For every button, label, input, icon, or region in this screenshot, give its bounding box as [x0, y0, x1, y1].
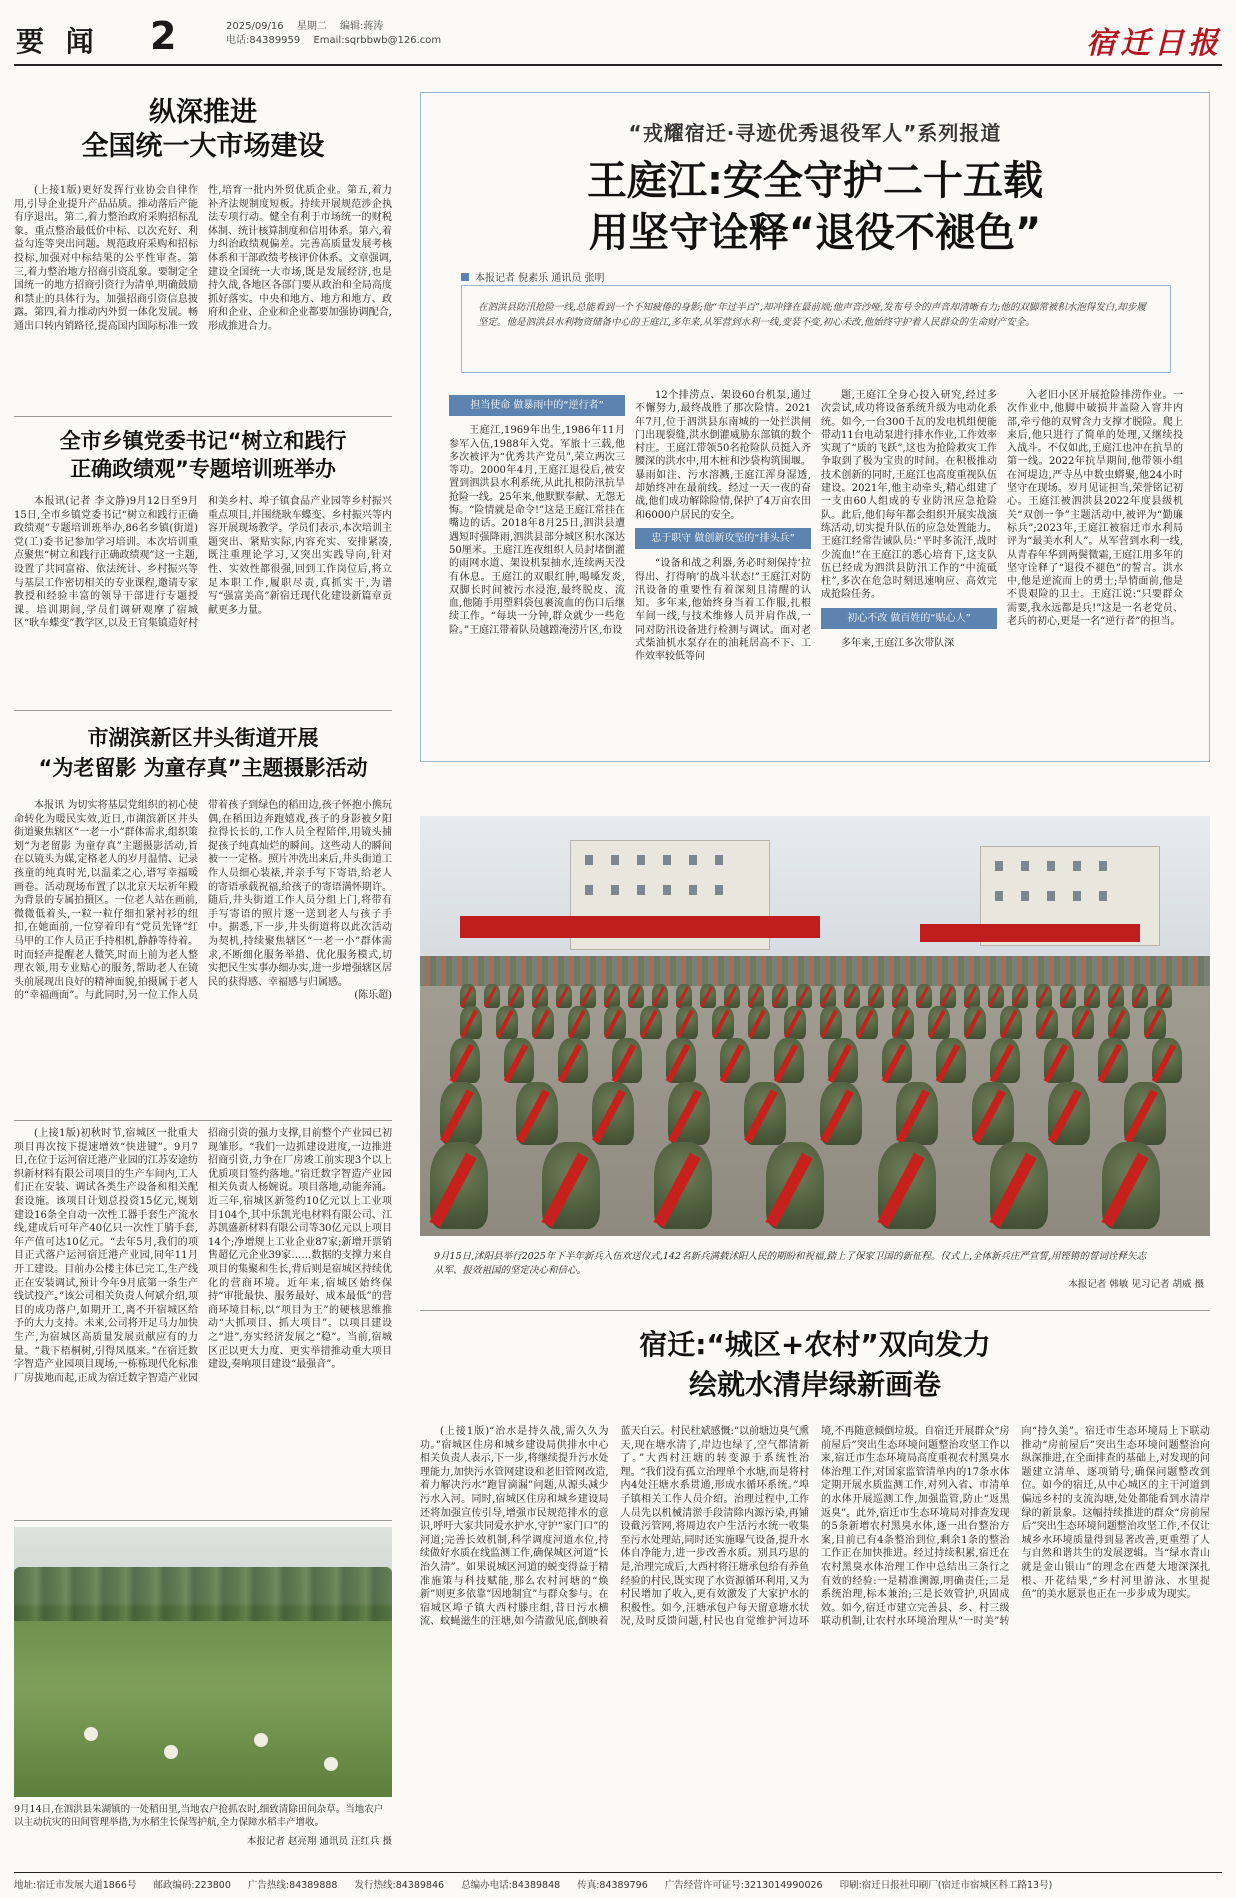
red-sash: [990, 1153, 1037, 1228]
red-sash: [892, 1010, 910, 1038]
paragraph: 入老旧小区开展抢险排涝作业。一次作业中,他脚中破损井盖险入窨井内部,牵亏他的双臂含力支撑才脱险。爬上来后,他只进行了简单的处理,又继续投入战斗。不仅如此,王庭江也冲在抗旱的第一线。2022年抗旱期间,他带领小组在河堤边,严寺丛中数虫蟒聚,他24小时坚守在现场。岁月见证担当,荣誉铭记初心。王庭江被泗洪县2022年度县级机关“双创一争”主题活动中,被评为“勤廉标兵”;2023年,王庭江被宿迁市水利局评为“最美水利人”。从军营到水利一线,从青春年华到两鬓微霜,王庭江用多年的坚守诠释了“退役不褪色”的誓言。洪水中,他是逆流而上的勇士;旱情面前,他是不畏艰险的卫士。王庭江说:“只要群众需要,我永远都是兵!”这是一名老党员、老兵的初心,更是一名“逆行者”的担当。: [1007, 390, 1183, 628]
red-sash: [640, 1010, 658, 1038]
recruit-figure: [508, 984, 524, 1008]
recruit-figure: [676, 984, 692, 1008]
red-sash: [1098, 1043, 1122, 1082]
red-sash: [940, 987, 953, 1008]
recruit-figure: [1102, 1142, 1160, 1229]
red-sash: [720, 1043, 744, 1082]
article-photography: [14, 710, 392, 1099]
red-sash: [504, 1043, 528, 1082]
recruit-figure: [766, 1142, 824, 1229]
rice-field-photo-block: [14, 1520, 392, 1860]
photo-caption: 9月15日,沭阳县举行2025年下半年新兵入伍欢送仪式,142名新兵满载沭阳人民的期盼和祝福,踏上了保家卫国的新征程。仪式上,全体新兵庄严宣誓,用铿锵的誓词诠释矢志从军、报效祖国的坚定决心和信心。: [434, 1251, 1147, 1276]
red-sash: [878, 1153, 925, 1228]
red-sash: [916, 987, 929, 1008]
red-sash: [1124, 1090, 1158, 1144]
photo-caption: 9月14日,在泗洪县朱湖镇的一处稻田里,当地农户抢抓农时,细致清除田间杂草。当地农户以主动抗灾的田间管理举措,为水稻生长保驾护航,全力保障水稻丰产增收。: [14, 1804, 384, 1828]
recruit-figure: [928, 1006, 950, 1039]
red-sash: [556, 987, 569, 1008]
red-sash: [1132, 987, 1145, 1008]
paragraph: 本报讯(记者 李文静)9月12日至9月15日,全市乡镇党委书记“树立和践行正确政绩观”专题培训班举办,86名乡镇(街道)党(工)委书记参加学习培训。本次培训重点聚焦“树立和践行正确政绩观”这一主题,设置了共同富裕、依法统计、乡村振兴等与基层工作密切相关的专业课程,邀请专家教授和经验丰富的领导干部进行专题授课。培训期间,学员们调研观摩了宿城区“耿车蝶变”教学区,以及王官集镇造好村和美乡村、埠子镇食品产业园等乡村振兴重点项目,并围绕耿车蝶变、乡村振兴等内容开展现场教学。学员们表示,本次培训主题突出、紧贴实际,内容充实、安排紧凑,既注重理论学习,又突出实践导向,针对性、实效性都很强,回到工作岗位后,将立足本职工作,履职尽责,真抓实干,为谱写“强富美高”新宿迁现代化建设新篇章贡献更多力量。: [14, 496, 392, 630]
red-sash: [896, 1090, 930, 1144]
red-sash: [1152, 1043, 1176, 1082]
red-sash: [820, 987, 833, 1008]
feature-column: [821, 389, 997, 745]
red-sash: [450, 1043, 474, 1082]
red-sash: [460, 987, 473, 1008]
footer-editor-phone: 总编办电话:84389848: [461, 1880, 561, 1891]
red-sash: [748, 1010, 766, 1038]
red-sash: [1036, 1010, 1054, 1038]
recruit-figure: [820, 1006, 842, 1039]
red-sash: [772, 987, 785, 1008]
footer-distribution-phone: 发行热线:84389846: [354, 1880, 445, 1891]
red-sash: [1084, 987, 1097, 1008]
red-sash: [484, 987, 497, 1008]
red-sash: [766, 1153, 813, 1228]
red-banner: [920, 924, 1140, 942]
red-sash: [882, 1043, 906, 1082]
red-sash: [744, 1090, 778, 1144]
footer-fax: 传真:84389796: [577, 1880, 648, 1891]
paragraph: 多年来,王庭江多次带队深: [841, 638, 955, 650]
red-sash: [654, 1153, 701, 1228]
article-projects: [14, 1120, 392, 1513]
recruit-figure: [460, 984, 476, 1008]
recruit-figure: [1098, 1038, 1128, 1083]
recruit-figure: [1156, 984, 1172, 1008]
recruit-figure: [990, 1142, 1048, 1229]
red-sash: [496, 1010, 514, 1038]
article-training-body: [14, 495, 392, 675]
red-sash: [532, 1010, 550, 1038]
recruit-figure: [1144, 1006, 1166, 1039]
recruit-figure: [532, 984, 548, 1008]
recruit-figure: [940, 984, 956, 1008]
photo-credit: 本报记者 赵亮翔 通讯员 汪红兵 摄: [246, 1836, 392, 1847]
red-sash: [532, 987, 545, 1008]
recruit-figure: [484, 984, 500, 1008]
article-training: [14, 416, 392, 675]
red-sash: [1036, 987, 1049, 1008]
red-sash: [1048, 1090, 1082, 1144]
recruit-figure: [1048, 1082, 1090, 1145]
recruit-figure: [892, 984, 908, 1008]
issue-date: 2025/09/16: [226, 21, 284, 32]
headline-line: 全市乡镇党委书记“树立和践行: [59, 429, 347, 453]
farmer-figure: [84, 1727, 98, 1741]
recruit-figure: [666, 1038, 696, 1083]
red-sash: [1072, 1010, 1090, 1038]
recruit-figure: [784, 1006, 806, 1039]
recruit-figure: [450, 1038, 480, 1083]
recruit-figure: [820, 984, 836, 1008]
recruit-figure: [1044, 1038, 1074, 1083]
paragraph: 12个排涝点、架设60台机泵,通过不懈努力,最终战胜了那次险情。2021年7月,位于泗洪县东南城的一处拦洪闸门出现裂缝,洪水倒灌威胁东部镇的数个村庄。王庭江带领50名抢险队员挺入齐腰深的洪水中,用木桩和沙袋构筑围堰。暴雨如注、污水溶溅,王庭江浑身湿透,却始终冲在最前线。经过一天一夜的奋战,他们成功解除险情,保护了4万亩农田和6000户居民的安全。: [635, 390, 811, 521]
recruit-figure: [748, 984, 764, 1008]
paragraph: 题,王庭江全身心投入研究,经过多次尝试,成功将设备系统升级为电动化系统。如今,一台300千瓦的发电机组便能带动11台电动泵进行排水作业,工作效率实现了“质的飞跃”,这也为抢险救灾工作争取到了极为宝贵的时间。在积极推动技术创新的同时,王庭江也高度重视队伍建设。2021年,他主动牵头,精心组建了一支由60人组成的专业防汛应急抢险队。此后,他们每年都会组织开展实战演练活动,切实提升队伍的应急处置能力。王庭江经常告诫队员:“平时多流汗,战时少流血!”在王庭江的悉心培育下,这支队伍已经成为泗洪县防汛工作的“中流砥柱”,多次在危急时刻迅速响应、高效完成抢险任务。: [821, 390, 997, 601]
headline-line: 王庭江:安全守护二十五载: [587, 158, 1043, 204]
red-sash: [1144, 1010, 1162, 1038]
headline-line: 市湖滨新区井头街道开展: [87, 726, 319, 750]
recruit-figure: [796, 984, 812, 1008]
article-training-title: [14, 427, 392, 483]
recruit-figure: [640, 1006, 662, 1039]
article-market-body: [14, 184, 392, 402]
red-sash: [652, 987, 665, 1008]
recruit-figure: [1084, 984, 1100, 1008]
recruit-figure: [556, 984, 572, 1008]
recruit-figure: [460, 1006, 482, 1039]
red-sash: [1108, 987, 1121, 1008]
recruit-figure: [988, 984, 1004, 1008]
red-sash: [892, 987, 905, 1008]
recruit-figure: [542, 1142, 600, 1229]
page-number: 2: [150, 14, 177, 58]
red-sash: [1156, 987, 1169, 1008]
article-credit: (陈乐超): [354, 990, 392, 1002]
recruit-figure: [892, 1006, 914, 1039]
recruit-figure: [856, 1006, 878, 1039]
red-sash: [820, 1010, 838, 1038]
photo-credit: 本报记者 韩敏 见习记者 胡威 摄: [1068, 1279, 1204, 1290]
headline-line: 全国统一大市场建设: [81, 131, 325, 162]
red-sash: [676, 1010, 694, 1038]
recruit-figure: [774, 1038, 804, 1083]
red-sash: [1108, 1010, 1126, 1038]
recruit-figure: [882, 1038, 912, 1083]
red-sash: [440, 1090, 474, 1144]
recruit-figure: [440, 1082, 482, 1145]
red-sash: [1044, 1043, 1068, 1082]
feature-subhead: 忠于职守 做创新攻坚的“排头兵”: [635, 528, 811, 549]
masthead: [14, 10, 1222, 66]
feature-column: [635, 389, 811, 745]
headline-line: “为老留影 为童存真”主题摄影活动: [38, 756, 368, 780]
recruit-figure: [1060, 984, 1076, 1008]
recruit-figure: [936, 1038, 966, 1083]
headline-line: 宿迁:“城区+农村”双向发力: [639, 1328, 991, 1361]
paragraph: (上接1版)更好发挥行业协会自律作用,引导企业提升产品品质。推动落后产能有序退出。第二,着力整治政府采购招标乱象。重点整治最低价中标、以次充好、利益勾连等突出问题。规范政府采购和招标投标,加强对中标结果的公平性审查。第三,着力整治地方招商引资乱象。要制定全国统一的地方招商引资行为清单,明确鼓励和禁止的具体行为。加强招商引资信息披露。第四,着力推动内外贸一体化发展。畅通出口转内销路径,提高国内国际标准一致性,培育一批内外贸优质企业。第五,着力补齐法规制度短板。持续开展规范涉企执法专项行动。健全有利于市场统一的财税体制、统计核算制度和信用体系。第六,着力纠治政绩观偏差。完善高质量发展考核体系和干部政绩考核评价体系。文章强调,建设全国统一大市场,既是发展经济,也是持久战,各地区各部门要从政治和全局高度抓好落实。中央和地方、地方和地方、政府和企业、企业和企业都要加强协调配合,形成推进合力。: [14, 185, 392, 332]
recruit-figure: [1012, 984, 1028, 1008]
recruit-figure: [516, 1082, 558, 1145]
farmer-figure: [254, 1733, 268, 1747]
recruit-figure: [712, 1006, 734, 1039]
issue-weekday: 星期二: [296, 21, 327, 32]
recruit-figure: [604, 984, 620, 1008]
recruit-figure: [878, 1142, 936, 1229]
red-sash: [868, 987, 881, 1008]
feature-intro: 在泗洪县防汛抢险一线,总能看到一个不知疲倦的身影;他“年过半百”,却冲锋在最前端;他声音沙哑,发布号令的声音却清晰有力;他的双脚常被积水泡得发白,却步履坚定。他是泗洪县水利物资储备中心的王庭江,多年来,从军营到水利一线,变装不变,初心未改,他始终守护着人民群众的生命财产安全。: [461, 285, 1171, 373]
red-sash: [796, 987, 809, 1008]
recruit-figure: [990, 1038, 1020, 1083]
editor-name: 编辑:蒋涛: [340, 21, 384, 32]
red-sash: [936, 1043, 960, 1082]
recruit-figure: [654, 1142, 712, 1229]
red-sash: [558, 1043, 582, 1082]
recruit-figure: [1072, 1006, 1094, 1039]
paragraph: (上接1版)“治水是持久战,需久久为功。”宿城区住房和城乡建设局供排水中心相关负责人表示,下一步,将继续提升污水处理能力,加快污水管网建设和老旧管网改造,着力解决污水“跑冒滴漏”问题,从源头减少污水入河。同时,宿城区住房和城乡建设局还将加强宣传引导,增强市民规范排水的意识,呼吁大家共同爱水护水,守护“家门口”的河道;完善长效机制,科学调度河道水位,持续做好水质在线监测工作,确保城区河道“长治久清”。如果说城区河道的蜕变得益于精准施策与科技赋能,那么农村河塘的“焕新”则更多依靠“因地制宜”与群众参与。在宿城区埠子镇大西村滕庄组,昔日污水横流、蚊蝇滋生的汪塘,如今清澈见底,倒映着蓝天白云。村民杜斌感慨:“以前塘边臭气熏天,现在塘水清了,岸边也绿了,空气都清新了。”大西村汪塘的转变源于系统性治理。“我们没有孤立治理单个水塘,而是将村内4处汪塘水系贯通,形成水循环系统。”埠子镇相关工作人员介绍。治理过程中,工作人员先以机械清淤手段清除内源污染,再铺设截污管网,将周边农户生活污水统一收集至污水处理站,同时还实施曝气设备,提升水体自净能力,进一步改善水质。别具巧思的是,治理完成后,大西村将汪塘承包给有养鱼经验的村民,既实现了水资源循环利用,又为村民增加了收入,更有效激发了大家护水的积极性。如今,汪塘承包户每天留意塘水状况,及时反馈问题,村民也自觉维护河边环境,不再随意倾倒垃圾。自宿迁开展群众“房前屋后”突出生态环境问题整治攻坚工作以来,宿迁市生态环境局高度重视农村黑臭水体治理工作,对国家监管清单内的17条水体定期开展水质监测工作,对列入省、市清单的水体开展巡测工作,加强监管,防止“返黑返臭”。此外,宿迁市生态环境局对排查发现的5条新增农村黑臭水体,逐一出台整治方案,目前已有4条整治到位,剩余1条的整治工作正在加快推进。经过持续积累,宿迁在农村黑臭水体治理工作中总结出三条行之有效的经验:一是精准溯源,明确责任;二是系统治理,标本兼治;三是长效管护,巩固成效。如今,宿迁市建立完善县、乡、村三级联动机制,让农村水环境治理从“一时美”转向“持久美”。宿迁市生态环境局上下联动推动“房前屋后”突出生态环境问题整治向纵深推进,在全面排查的基础上,对发现的问题建立清单、逐项销号,确保问题整改到位。如今的宿迁,从中心城区的主干河道到偏远乡村的支流沟塘,处处都能看到水清岸绿的新景象。这幅持续推进的群众“房前屋后”突出生态环境问题整治攻坚工作,不仅让城乡水环境质量得到显著改善,更重塑了人与自然和谐共生的发展逻辑。当“绿水青山就是金山银山”的理念在西楚大地深深扎根、开花结果,“乡村河里游泳、水里捉鱼”的美水愿景也正在一步步成为现实。: [420, 1426, 1210, 1628]
rice-field-photo: [14, 1527, 392, 1797]
red-sash: [712, 1010, 730, 1038]
paragraph: 王庭江,1969年出生,1986年11月参军入伍,1988年入党。军旅十三载,他多次被评为“优秀共产党员”,荣立两次三等功。2000年4月,王庭江退役后,被安置到泗洪县水利系统,从此扎根防汛抗旱抢险一线。25年来,他默默奉献、无怨无悔。“险情就是命令!”这是王庭江常挂在嘴边的话。2018年8月25日,泗洪县遭遇短时强降雨,泗洪县部分城区积水深达50厘米。王庭江连夜组织人员封堵倒灌的雨网水道、架设机泵抽水,连续两天没有休息。王庭江的双眼红肿,喝嗓发炎,双脚长时间被污水浸泡,最终脱皮、流血,他随手用塑料袋包裹流血的伤口后继续工作。“每块一分钟,群众就少一些危险。”王庭江带着队员越蹚淹涝片区,布设: [449, 425, 625, 636]
recruit-figure: [628, 984, 644, 1008]
red-sash: [724, 987, 737, 1008]
recruit-figure: [720, 1038, 750, 1083]
recruit-figure: [1000, 1006, 1022, 1039]
red-sash: [928, 1010, 946, 1038]
red-sash: [1012, 987, 1025, 1008]
red-sash: [844, 987, 857, 1008]
recruit-figure: [868, 984, 884, 1008]
footer-license: 广告经营许可证号:3213014990026: [664, 1880, 823, 1891]
red-sash: [604, 987, 617, 1008]
red-sash: [460, 1010, 478, 1038]
farmer-figure: [324, 1757, 338, 1771]
recruit-figure: [896, 1082, 938, 1145]
article-market: [14, 96, 392, 332]
farmer-figure: [164, 1745, 178, 1759]
footer-printer: 印刷:宿迁日报社印刷厂(宿迁市宿城区科工路13号): [839, 1880, 1053, 1891]
recruit-figure: [652, 984, 668, 1008]
feature-column: [449, 389, 625, 745]
feature-byline: [461, 269, 605, 284]
headline-line: 纵深推进: [149, 97, 257, 128]
red-sash: [604, 1010, 622, 1038]
recruit-figure: [828, 1038, 858, 1083]
red-sash: [592, 1090, 626, 1144]
red-sash: [668, 1090, 702, 1144]
red-sash: [990, 1043, 1014, 1082]
byline-marker: [461, 273, 469, 281]
recruit-figure: [964, 984, 980, 1008]
red-sash: [542, 1153, 589, 1228]
recruit-figure: [580, 984, 596, 1008]
feature-subhead: 初心不改 做百姓的“贴心人”: [821, 608, 997, 629]
recruit-figure: [772, 984, 788, 1008]
headline-line: 绘就水清岸绿新画卷: [688, 1368, 941, 1401]
tree-line: [14, 1567, 392, 1621]
red-sash: [580, 987, 593, 1008]
recruit-figure: [964, 1006, 986, 1039]
article-water-title: [420, 1325, 1210, 1405]
recruit-figure: [820, 1082, 862, 1145]
recruit-figure: [1036, 984, 1052, 1008]
article-photography-title: [14, 723, 392, 783]
recruit-figure: [558, 1038, 588, 1083]
red-sash: [508, 987, 521, 1008]
paragraph: “设备和战之利器,务必时刻保持‘拉得出、打得响’的战斗状态!”王庭江对防汛设备的重要性有着深刻且清醒的认知。多年来,他始终身当着工作服,扎根车间一线,与技术维修人员并肩作战,一同对防汛设备进行检测与调试。面对老式柴油机水泵存在的油耗居高不下、工作效率较低等问: [635, 558, 811, 663]
page-footer: [14, 1872, 1222, 1891]
recruit-figure: [568, 1006, 590, 1039]
feature-body: [449, 389, 1189, 749]
red-sash: [1000, 1010, 1018, 1038]
recruit-figure: [612, 1038, 642, 1083]
red-sash: [516, 1090, 550, 1144]
paragraph: 本报讯 为切实将基层党组织的初心使命转化为暖民实效,近日,市湖滨新区井头街道聚焦辖区“一老一小”群体需求,组织策划“为老留影 为童存真”主题摄影活动,旨在以镜头为媒,定格老人的岁月温情、记录孩童的纯真时光,以温柔之心,谱写幸福暖画卷。活动现场布置了以北京天坛祈年殿为背景的专属拍摄区。一位老人站在画前,微微低着头,一粒一粒仔细扣紧衬衫的纽扣,在她面前,一位穿着印有“党员先锋”红马甲的工作人员正手持相机,静静等待着。时而轻声提醒老人微笑,时而上前为老人整理衣领,用专业贴心的服务,帮助老人在镜头前展现出良好的精神面貌,拍摄属于老人的“幸福画面”。与此同时,另一位工作人员带着孩子到绿色的稻田边,孩子怀抱小熊玩偶,在稻田边奔跑嬉戏,孩子的身影被夕阳拉得长长的,工作人员全程陪伴,用镜头捕捉孩子纯真灿烂的瞬间。这些动人的瞬间被一一定格。照片冲洗出来后,井头街道工作人员细心装裱,并亲手写下寄语,给老人的寄语承载祝福,给孩子的寄语满怀期许。随后,井头街道工作人员分组上门,将带有手写寄语的照片逐一送到老人与孩子手中。据悉,下一步,井头街道将以此次活动为契机,持续聚焦辖区“一老一小”群体需求,不断细化服务举措、优化服务模式,切实把民生实事办细办实,进一步增强辖区居民的获得感、幸福感与归属感。: [14, 800, 392, 1002]
byline-text: 本报记者 倪素乐 通讯员 张明: [475, 273, 605, 284]
headline-line: 正确政绩观”专题培训班举办: [70, 457, 336, 481]
feature-column: [1007, 389, 1183, 745]
footer-address: 地址:宿迁市发展大道1866号: [14, 1880, 137, 1891]
article-projects-body: [14, 1127, 392, 1513]
red-sash: [964, 987, 977, 1008]
recruit-figure: [1108, 1006, 1130, 1039]
article-photography-body: [14, 799, 392, 1099]
section-name: 要 闻: [16, 25, 100, 58]
recruit-figure: [604, 1006, 626, 1039]
red-sash: [774, 1043, 798, 1082]
recruit-figure: [1152, 1038, 1182, 1083]
red-sash: [972, 1090, 1006, 1144]
red-sash: [820, 1090, 854, 1144]
recruit-figure: [700, 984, 716, 1008]
feature-subhead: 担当使命 做暴雨中的“逆行者”: [449, 395, 625, 416]
footer-postcode: 邮政编码:223800: [153, 1880, 231, 1891]
red-sash: [784, 1010, 802, 1038]
red-banner: [460, 916, 820, 938]
red-sash: [988, 987, 1001, 1008]
red-sash: [612, 1043, 636, 1082]
recruit-figure: [676, 1006, 698, 1039]
recruit-figure: [724, 984, 740, 1008]
series-title: “戎耀宿迁·寻迹优秀退役军人”系列报道: [628, 121, 1002, 145]
recruit-ceremony-photo: [420, 816, 1210, 1236]
article-market-title: [14, 96, 392, 164]
red-sash: [628, 987, 641, 1008]
recruit-figure: [430, 1142, 488, 1229]
editor-email: Email:sqrbbwb@126.com: [313, 35, 442, 46]
red-sash: [666, 1043, 690, 1082]
red-sash: [1060, 987, 1073, 1008]
recruit-figure: [1132, 984, 1148, 1008]
recruit-figure: [1108, 984, 1124, 1008]
red-sash: [828, 1043, 852, 1082]
article-water: [420, 1310, 1210, 1785]
red-sash: [568, 1010, 586, 1038]
recruit-figure: [916, 984, 932, 1008]
recruit-figure: [844, 984, 860, 1008]
article-water-body: [420, 1425, 1210, 1785]
recruit-figure: [748, 1006, 770, 1039]
red-sash: [1102, 1153, 1149, 1228]
feature-story: [420, 92, 1210, 762]
red-sash: [964, 1010, 982, 1038]
paragraph: (上接1版)初秋时节,宿城区一批重大项目再次按下提速增效“快进键”。9月7日,在位于运河宿迁港产业园的江苏安途纺织新材料有限公司项目的生产车间内,工人们正在安装、调试各类生产设备和相关配套设施。该项目计划总投资15亿元,规划建设16条全自动一次性工器手套生产流水线,建成后可年产40亿只一次性丁腈手套,年产值可达10亿元。“去年5月,我们的项目正式落户运河宿迁港产业园,同年11月开工建设。目前办公楼主体已完工,生产线正在安装调试,预计今年9月底第一条生产线试投产。”该公司相关负责人何斌介绍,项目的成功落户,如期开工,离不开宿城区给予的大力支持。未来,公司将开足马力加快生产,为宿城区高质量发展贡献应有的力量。“栽下梧桐树,引得凤凰来。”在宿迁数字智造产业园项目现场,一栋栋现代化标准厂房拔地而起,正成为宿迁数字智造产业园招商引资的强力支撑,目前整个产业园已初现雏形。“我们一边抓建设进度,一边推进招商引资,力争在厂房竣工前实现3个以上优质项目签约落地。”宿迁数字智造产业园相关负责人杨婉说。项目落地,动能奔涌。近三年,宿城区新签约10亿元以上工业项目104个,其中乐凯光电材料有限公司、江苏凯盛新材料有限公司等30亿元以上项目14个;净增规上工业企业87家;新增开票销售超亿元企业39家……数据的支撑力来自项目的集聚和生长,背后则是宿城区持续优化的营商环境。近年来,宿城区始终保持“审批最快、服务最好、成本最低”的营商环境目标,以“项目为王”的硬核思维推动“大抓项目、抓大项目”。以项目建设之“进”,夯实经济发展之“稳”。当前,宿城区正以更大力度、更实举措推动重大项目建设,奏响项目建设“最强音”。: [14, 1128, 392, 1384]
headline-line: 用坚守诠释“退役不褪色”: [588, 210, 1042, 256]
red-sash: [676, 987, 689, 1008]
recruit-figure: [496, 1006, 518, 1039]
recruit-figure: [1036, 1006, 1058, 1039]
red-sash: [430, 1153, 477, 1228]
recruit-figure: [532, 1006, 554, 1039]
newspaper-logo: 宿迁日报: [1086, 26, 1222, 61]
red-sash: [700, 987, 713, 1008]
recruit-figure: [1124, 1082, 1166, 1145]
recruit-figure: [972, 1082, 1014, 1145]
recruit-figure: [504, 1038, 534, 1083]
masthead-info: [226, 20, 451, 48]
recruit-figure: [592, 1082, 634, 1145]
red-sash: [856, 1010, 874, 1038]
recruit-figure: [668, 1082, 710, 1145]
red-sash: [748, 987, 761, 1008]
recruit-figure: [744, 1082, 786, 1145]
editor-phone: 电话:84389959: [226, 35, 301, 46]
footer-ad-phone: 广告热线:84389888: [247, 1880, 338, 1891]
feature-title: [421, 155, 1209, 259]
